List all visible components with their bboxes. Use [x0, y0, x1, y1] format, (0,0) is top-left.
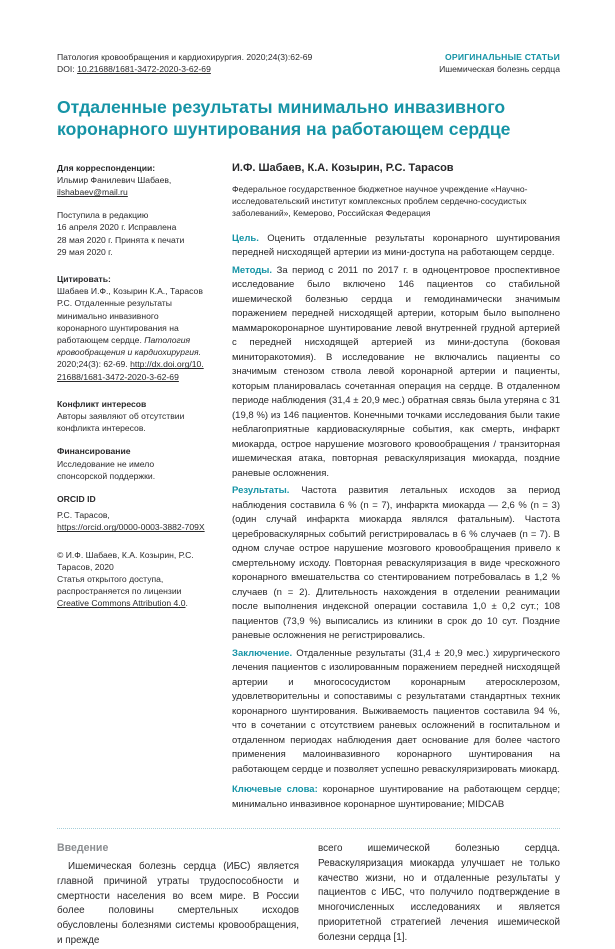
article-meta-sidebar — [57, 162, 205, 816]
citation-authors: Шабаев И.Ф., Козырин К.А., Тарасов Р.С. Отдаленные результаты минимально инвазивного коронарного шунтирования на работающем сердце. — [57, 286, 203, 346]
journal-meta — [57, 52, 312, 76]
journal-citation: Патология кровообращения и кардиохирургия. 2020;24(3):62-69 — [57, 52, 313, 62]
correspondence-email-link[interactable]: ilshabaev@mail.ru — [57, 187, 128, 197]
abstract-results-text: Частота развития летальных исходов за период наблюдения составила 6 % (n = 7), инфаркта миокарда — 2,6 % (n = 3) (один случай инфаркта миокарда являлся фатальным). Частота цереброваскулярных событий регистрировалась в 6 % случаев (n = 7). В одном случае острое нарушение мозгового кровообращения привело к смертельному исходу. Повторная реваскуляризация в виде чрескожного коронарного вмешательства со стентированием потребовалась в 1,2 % случаев (n = 2). Длительность нахождения в отделении реанимации после выполнения индексной операции составила 1,0 ± 0,2 сут.; 108 пациентов (73,9 %) выписались из клиники в срок до 10 сут. Поздние раневые осложнения не регистрировались. — [232, 485, 560, 642]
correspondence-title: Для корреспонденции: — [57, 162, 156, 173]
funding-title: Финансирование — [57, 446, 131, 457]
citation-journal: Патология кровообращения и кардиохирургия. — [57, 335, 201, 358]
article-topic: Ишемическая болезнь сердца — [439, 63, 560, 74]
license-period: . — [185, 598, 188, 609]
correspondence-name: Ильмир Фанилевич Шабаев, — [57, 174, 172, 185]
citation-text — [57, 285, 205, 383]
abstract-aim — [232, 232, 560, 261]
abstract-results-label: Результаты. — [232, 485, 290, 497]
abstract-conclusion-text: Отдаленные результаты (31,4 ± 20,9 мес.) хирургического лечения пациентов с изолированным поражением передней нисходящей артерии и многососудистом коронарным атеросклерозом, удовлетворительны и сопоставимы с результатами стандартных техник коронарного шунтирования. Выживаемость пациентов составила 94 %, что в сочетании с отсутствием раневых осложнений в госпитальном и отдаленном периодах наблюдения дает основание для более частого применения малоинвазивного коронарного шунтирования на работающем сердце и позволяет успешно реваскуляризировать миокард. — [232, 647, 560, 775]
received-line: 16 апреля 2020 г. Исправлена — [57, 222, 177, 233]
abstract-aim-label: Цель. — [232, 232, 259, 244]
abstract-conclusion-label: Заключение. — [232, 647, 293, 659]
orcid-block — [57, 493, 205, 534]
orcid-name: Р.С. Тарасов, — [57, 510, 110, 521]
keywords-label: Ключевые слова: — [232, 784, 318, 796]
citation-title: Цитировать: — [57, 274, 111, 285]
abstract-results — [232, 484, 560, 644]
abstract-column — [232, 162, 560, 816]
abstract-methods-text: За период с 2011 по 2017 г. в одноцентровое проспективное исследование было включено 146 пациентов со стабильной ишемической болезнью сердца и гемодинамически значимым поражением передней нисходящей артерии, которым было выполнено маммарокоронарное шунтирование левой внутренней грудной артерией с передней нисходящей артерией из мини-доступа (боковая миниторакотомия). В исследование не включались пациенты со значимым стенозом ствола левой коронарной артерии и пациенты, которым планировалась сочетанная операция на сердце. В отдаленном периоде наблюдения (31,4 ± 20,9 мес.) обратная связь была утеряна с 31 (19,8 %) из 146 пациентов. Конечными точками исследования были такие неблагоприятные кардиоваскулярные события, как смерть, инфаркт миокарда, острое нарушение мозгового кровообращения / транзиторная ишемическая атака, повторная реваскуляризация миокарда, поздние раневые осложнения. — [232, 264, 560, 479]
orcid-title: ORCID ID — [57, 494, 96, 505]
intro-paragraph-left: Ишемическая болезнь сердца (ИБС) является главной причиной утраты трудоспособности и смертности населения во всем мире. В России более половины смертельных исходов обусловлены болезнями системы кровообращения, и прежде — [57, 861, 299, 947]
copyright-block — [57, 549, 205, 610]
license-line — [57, 573, 205, 610]
doi-label: DOI: — [57, 63, 75, 74]
copyright-line: © И.Ф. Шабаев, К.А. Козырин, Р.С. Тарасов, 2020 — [57, 549, 194, 572]
conflict-text: Авторы заявляют об отсутствии конфликта интересов. — [57, 411, 185, 434]
license-link[interactable]: Creative Commons Attribution 4.0 — [57, 598, 186, 609]
received-line: 29 мая 2020 г. — [57, 246, 113, 257]
citation-doi-link[interactable]: http://dx.doi.org/10.21688/1681-3472-2020-3-62-69 — [57, 359, 204, 382]
abstract-aim-text: Оценить отдаленные результаты коронарного шунтирования передней нисходящей артерии из мини-доступа на работающем сердце. — [232, 232, 560, 259]
intro-column-right — [318, 842, 560, 949]
correspondence-block — [57, 162, 205, 199]
intro-column-left — [57, 842, 299, 949]
introduction-section — [57, 842, 560, 949]
conflict-block — [57, 398, 205, 435]
affiliation: Федеральное государственное бюджетное научное учреждение «Научно-исследовательский институт комплексных проблем сердечно-сосудистых заболеваний», Кемерово, Российская Федерация — [232, 183, 528, 218]
dotted-divider — [57, 828, 560, 829]
funding-text: Исследование не имело спонсорской поддержки. — [57, 458, 156, 481]
funding-block — [57, 445, 205, 482]
article-type-label: ОРИГИНАЛЬНЫЕ СТАТЬИ — [445, 52, 560, 62]
content-area — [57, 162, 560, 816]
received-line: 28 мая 2020 г. Принята к печати — [57, 234, 185, 245]
page-header — [57, 52, 560, 76]
keywords — [232, 783, 560, 812]
section-heading-introduction: Введение — [57, 842, 109, 855]
abstract-conclusion — [232, 647, 560, 778]
citation-block — [57, 273, 205, 383]
received-dates-block — [57, 209, 205, 258]
abstract-methods — [232, 264, 560, 482]
conflict-title: Конфликт интересов — [57, 398, 147, 409]
authors-line: И.Ф. Шабаев, К.А. Козырин, Р.С. Тарасов — [232, 161, 454, 174]
keywords-text: коронарное шунтирование на работающем сердце; минимально инвазивное коронарное шунтирование; MIDCAB — [232, 784, 561, 810]
doi-line — [57, 64, 312, 76]
license-text: Статья открытого доступа, распространяется по лицензии — [57, 574, 182, 597]
doi-link[interactable]: 10.21688/1681-3472-2020-3-62-69 — [77, 63, 211, 74]
article-title: Отдаленные результаты минимально инвазивного коронарного шунтирования на работающем сердце — [57, 96, 511, 140]
citation-issue: 2020;24(3): 62-69. — [57, 359, 128, 370]
section-meta — [439, 52, 560, 76]
orcid-link[interactable]: https://orcid.org/0000-0003-3882-709X — [57, 522, 205, 533]
received-line: Поступила в редакцию — [57, 210, 149, 221]
abstract-methods-label: Методы. — [232, 264, 273, 276]
intro-paragraph-right: всего ишемической болезнью сердца. Реваскуляризация миокарда улучшает не только качество жизни, но и отдаленные результаты у пациентов с ИБС, что получило подтверждение в многочисленных исследованиях и является приоритетной стратегией лечения ишемической болезни сердца [1]. — [318, 843, 560, 943]
